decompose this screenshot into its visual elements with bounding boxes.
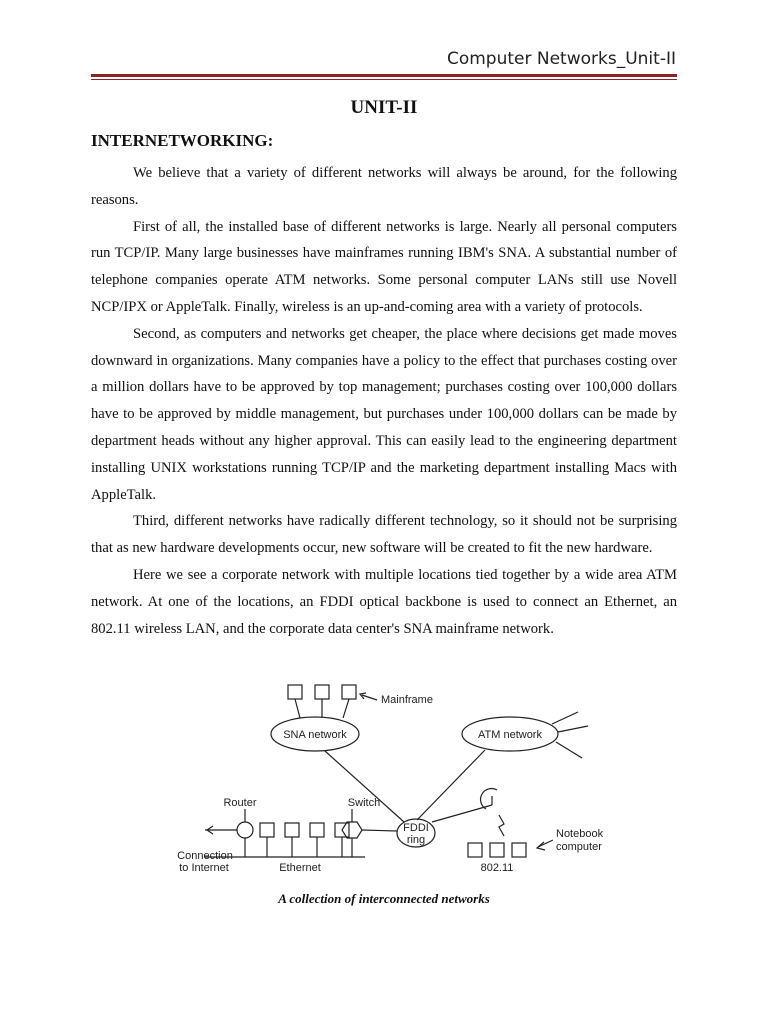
router-icon: [237, 822, 253, 838]
switch-icon: [342, 822, 362, 838]
figure-caption: A collection of interconnected networks: [278, 891, 490, 906]
header-rule: [91, 74, 677, 77]
ethernet-label: Ethernet: [279, 862, 321, 874]
switch-label: Switch: [347, 797, 381, 809]
network-diagram: [160, 672, 620, 887]
fddi-label-ring: ring: [406, 834, 426, 846]
connection-label: Connection: [177, 850, 233, 862]
ethernet-host: [285, 823, 299, 837]
mainframe-label: Mainframe: [381, 694, 433, 706]
body-text: [91, 160, 677, 642]
paragraph-figure-intro: Here we see a corporate network with multiple locations tied together by a wide area ATM network. At one of the locations, an FDDI optical backbone is used to connect an Ethernet, an 802.11 wireless LAN, and the corporate data center's SNA mainframe network.: [91, 566, 677, 637]
paragraph-second: Second, as computers and networks get cheaper, the place where decisions get made moves downward in organizations. Many companies have a policy to the effect that purchases costing over a million dollars have to be approved by top management; purchases costing over 100,000 dollars have to be approved by middle management, but purchases under 100,000 dollars can be made by department heads without any higher approval. This can easily lead to the engineering department installing UNIX workstations running TCP/IP and the marketing department installing Macs with AppleTalk.: [91, 325, 677, 503]
notebook-label: Notebook: [556, 828, 604, 840]
paragraph-first: First of all, the installed base of different networks is large. Nearly all personal computers run TCP/IP. Many large businesses have mainframes running IBM's SNA. A substantial number of telephone companies operate ATM networks. Some personal computer LANs still use Novell NCP/IPX or AppleTalk. Finally, wireless is an up-and-coming area with a variety of protocols.: [91, 218, 677, 315]
mainframe-box: [288, 685, 302, 699]
notebook-label-computer: computer: [556, 841, 602, 853]
wireless-link-icon: [499, 815, 504, 836]
atm-network-label: ATM network: [478, 729, 542, 741]
paragraph-intro: We believe that a variety of different networks will always be around, for the following reasons.: [91, 165, 677, 208]
running-header: Computer Networks_Unit-II: [446, 49, 676, 69]
network-diagram-svg: [160, 672, 620, 887]
wireless-station: [468, 843, 482, 857]
paragraph-third: Third, different networks have radically different technology, so it should not be surprising that as new hardware developments occur, new software will be created to fit the new hardware.: [91, 513, 677, 557]
connection-label-internet: to Internet: [179, 862, 229, 874]
fddi-label: FDDI: [403, 822, 429, 834]
mainframe-box: [315, 685, 329, 699]
wireless-label: 802.11: [480, 862, 514, 874]
unit-title: UNIT-II: [350, 97, 418, 118]
mainframe-arrow: [362, 695, 377, 700]
header-rule-thin: [91, 79, 677, 80]
ethernet-host: [310, 823, 324, 837]
mainframe-box: [342, 685, 356, 699]
router-label: Router: [223, 797, 257, 809]
wireless-station: [512, 843, 526, 857]
section-heading: INTERNETWORKING:: [91, 131, 274, 150]
wireless-station: [490, 843, 504, 857]
ethernet-host: [260, 823, 274, 837]
sna-network-label: SNA network: [283, 729, 347, 741]
